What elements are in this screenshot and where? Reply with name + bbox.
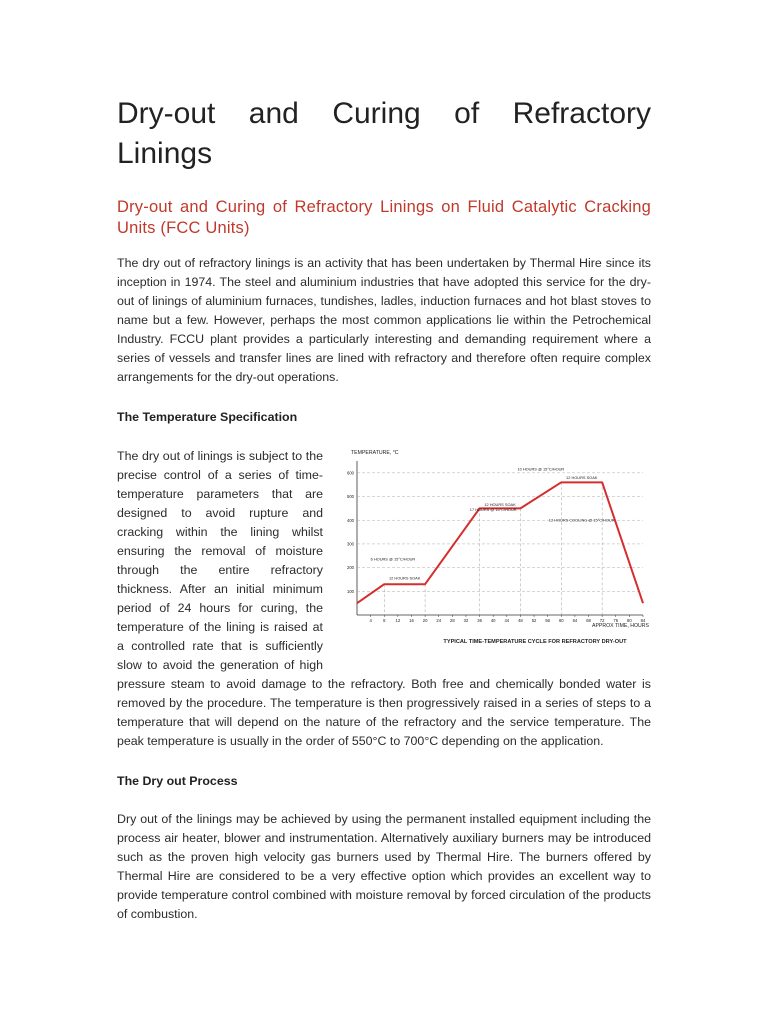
chart-x-tick-label: 60 — [558, 618, 564, 623]
chart-y-tick-label: 400 — [347, 517, 354, 523]
section-heading-temperature: The Temperature Specification — [117, 410, 298, 424]
chart-x-tick-label: 44 — [504, 618, 510, 623]
chart-annotation: 10 HOURS @ 15°C/HOUR — [517, 466, 565, 472]
chart-x-tick-label: 12 — [395, 618, 401, 623]
page-title: Dry-out and Curing of Refractory Linings — [117, 97, 651, 170]
chart-x-tick-label: 68 — [586, 618, 591, 623]
chart-annotation: 12 HOURS SOAK — [388, 575, 421, 581]
chart-title: TYPICAL TIME-TEMPERATURE CYCLE FOR REFRACTORY DRY-OUT — [443, 639, 627, 645]
chart-y-tick-label: 200 — [347, 565, 354, 571]
chart-ylabel: TEMPERATURE, °C — [351, 450, 399, 456]
chart-y-tick-label: 600 — [347, 470, 354, 476]
chart-y-tick-label: 500 — [347, 494, 354, 500]
chart-x-tick-label: 20 — [422, 618, 428, 623]
chart-x-tick-label: 32 — [463, 618, 469, 623]
chart-x-tick-label: 40 — [490, 618, 496, 623]
dryout-paragraph: Dry out of the linings may be achieved by using the permanent installed equipment including the process air heater, blower and instrumentation. Alternatively auxiliary burners may be introduced such as the proven high velocity gas burners used by Thermal Hire. The burners offered by Thermal Hire are considered to be a very effective option which provides an excellent way to provide temperature control combined with moisture removal by forced circulation of the products of combustion. — [117, 812, 651, 921]
chart-x-tick-label: 80 — [627, 618, 632, 623]
chart-x-tick-label: 52 — [531, 618, 537, 623]
chart-x-tick-label: 84 — [640, 618, 646, 623]
chart-annotation: 12 HOURS SOAK — [484, 502, 516, 508]
chart-xlabel: APPROX TIME, HOURS — [592, 623, 649, 629]
dryout-chart — [333, 447, 651, 659]
document-content — [117, 94, 651, 924]
chart-y-tick-label: 100 — [347, 588, 354, 594]
chart-annotation: 12 HOURS COOLING @ 15°C/HOUR — [548, 517, 615, 523]
chart-y-tick-label: 300 — [347, 541, 354, 547]
chart-x-tick-label: 16 — [409, 618, 414, 623]
page-subtitle: Dry-out and Curing of Refractory Linings on Fluid Catalytic Cracking Units (FCC Units) — [117, 198, 651, 237]
chart-annotation: 6 HOURS @ 15°C/HOUR — [370, 556, 416, 562]
intro-paragraph: The dry out of refractory linings is an activity that has been undertaken by Thermal Hire since its inception in 1974. The steel and aluminium industries that have adopted this service for the dry-out of linings of aluminium furnaces, tundishes, ladles, induction furnaces and hot blast stoves to name but a few. However, perhaps the most common applications lie within the Petrochemical Industry. FCCU plant provides a particularly interesting and demanding requirement where a series of vessels and transfer lines are lined with refractory and therefore often require complex arrangements for the dry-out operations. — [117, 256, 651, 384]
chart-x-tick-label: 4 — [369, 618, 372, 623]
chart-x-tick-label: 48 — [518, 618, 523, 623]
chart-x-tick-label: 8 — [383, 618, 386, 623]
chart-x-tick-label: 76 — [613, 618, 619, 623]
chart-annotation: 17 HOURS @ 15°C/HOUR — [469, 506, 517, 512]
chart-annotation: 12 HOURS SOAK — [566, 474, 598, 480]
chart-x-tick-label: 36 — [477, 618, 482, 623]
chart-x-tick-label: 72 — [599, 618, 605, 623]
chart-series-line — [357, 482, 643, 603]
section-heading-dryout: The Dry out Process — [117, 774, 238, 788]
temperature-paragraph: The dry out of linings is subject to the precise control of a series of time-temperature parameters that are designed to avoid rupture and cracking within the lining whilst ensuring the removal of moisture through the entire refractory thickness. After an initial minimum period of 24 hours for curing, the temperature of the lining is raised at a controlled rate that is sufficiently slow to avoid the generation of high pressure steam to avoid damage to the refractory. Both free and chemically bonded water is removed by the procedure. The temperature is then progressively raised in a series of steps to a temperature that will depend on the nature of the refractory and the service temperature. The peak temperature is usually in the order of 550°C to 700°C depending on the application. — [117, 449, 651, 748]
chart-x-tick-label: 64 — [572, 618, 578, 623]
chart-x-tick-label: 56 — [545, 618, 551, 623]
temperature-section — [117, 447, 651, 751]
dryout-chart-figure — [333, 447, 651, 659]
chart-x-tick-label: 24 — [436, 618, 442, 623]
chart-x-tick-label: 28 — [449, 618, 455, 623]
